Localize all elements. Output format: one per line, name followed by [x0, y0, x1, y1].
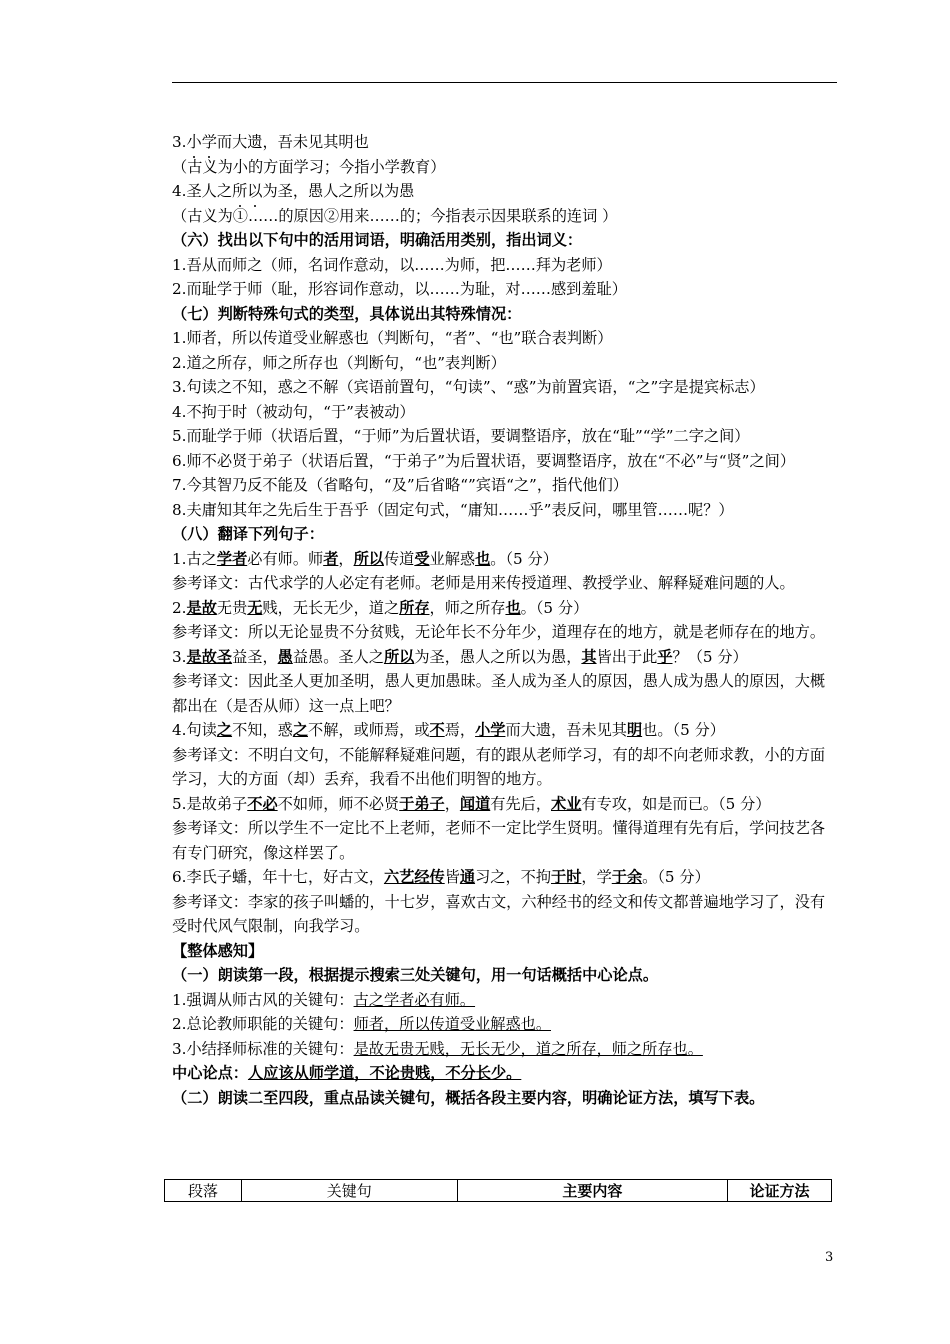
text-segment: 是故: [186, 598, 217, 617]
text-segment: 1.吾从而师之（师，名词作意动，以……为师，把……拜为老师）: [172, 255, 612, 274]
text-segment: 所存: [399, 598, 430, 617]
text-segment: 2.而耻学于师（耻，形容词作意动，以……为耻，对……感到羞耻）: [172, 280, 627, 298]
text-segment: 焉，: [444, 721, 476, 739]
text-segment: 所: [232, 179, 247, 204]
text-segment: 皆: [444, 868, 460, 886]
text-line: [172, 155, 837, 180]
text-line: [172, 228, 837, 253]
text-segment: 5.是故弟子: [172, 794, 248, 813]
text-segment: 所以: [353, 549, 384, 568]
header-argument-method: 论证方法: [728, 1180, 832, 1202]
text-segment: 1.古之: [172, 549, 217, 568]
text-line: [172, 179, 837, 204]
text-segment: ，学: [581, 868, 612, 886]
text-segment: 通: [459, 868, 476, 886]
text-segment: 益愚。圣人之: [292, 647, 384, 666]
text-line: [172, 1061, 837, 1086]
text-segment: （六）找出以下句中的活用词语，明确活用类别，指出词义：: [172, 231, 583, 249]
text-line: [172, 547, 837, 572]
text-segment: 愚: [277, 647, 293, 666]
text-line: [172, 743, 837, 792]
text-segment: 。（5 分）: [490, 549, 558, 568]
text-line: [172, 473, 837, 498]
text-line: [172, 351, 837, 376]
text-line: [172, 596, 837, 621]
text-line: [172, 400, 837, 425]
text-segment: 2.: [172, 598, 187, 617]
text-line: [172, 498, 837, 523]
text-segment: 者: [323, 549, 339, 568]
text-segment: 中心论点：: [172, 1064, 248, 1082]
text-segment: 学者: [216, 549, 248, 568]
summary-table: [164, 1179, 832, 1202]
text-segment: 学: [202, 130, 217, 155]
text-segment: 皆出于此: [596, 647, 658, 666]
header-key-sentence: 关键句: [241, 1180, 457, 1202]
text-segment: 小学: [475, 721, 506, 739]
text-line: [172, 424, 837, 449]
text-segment: 必有师。师: [247, 549, 324, 568]
text-line: [172, 890, 837, 939]
text-line: [172, 277, 837, 302]
text-segment: 参考译文：因此圣人更加圣明，愚人更加愚昧。圣人成为圣人的原因，愚人成为愚人的原因，大概都出在（是否从师）这一点上吧？: [172, 672, 826, 715]
text-segment: 益圣，: [232, 647, 278, 666]
text-segment: 其: [581, 647, 597, 666]
text-line: [172, 963, 837, 988]
text-line: [172, 1037, 837, 1062]
text-segment: 是故圣: [186, 647, 233, 666]
text-segment: （八）翻译下列句子：: [172, 525, 324, 543]
text-line: [172, 816, 837, 865]
header-rule: [172, 82, 837, 83]
text-segment: 参考译文：李家的孩子叫蟠的，十七岁，喜欢古文，六种经书的经文和传文都普遍地学习了，没有受时代风气限制，向我学习。: [172, 892, 826, 935]
text-segment: 8.夫庸知其年之先后生于吾乎（固定句式，“庸知……乎”表反问，哪里管……呢？）: [172, 500, 734, 519]
text-segment: ？（5 分）: [672, 647, 748, 666]
text-line: [172, 620, 837, 645]
text-line: [172, 375, 837, 400]
text-segment: 于弟子: [399, 794, 445, 813]
text-segment: 1.强调从师古风的关键句：: [172, 990, 354, 1009]
text-line: [172, 253, 837, 278]
text-segment: （一）朗读第一段，根据提示搜索三处关键句，用一句话概括中心论点。: [172, 966, 658, 984]
text-segment: 而大遗，吾未见其明也: [216, 133, 369, 151]
text-line: [172, 939, 837, 964]
text-segment: 不必: [247, 794, 278, 813]
text-segment: 。（5 分）: [642, 868, 710, 886]
text-line: [172, 1012, 837, 1037]
text-segment: 六艺经传: [383, 868, 445, 886]
text-segment: 闻道: [459, 794, 491, 813]
text-segment: 参考译文：不明白文句，不能解释疑难问题，有的跟从老师学习，有的却不向老师求教，小的方面学习，大的方面（却）丢弃，我看不出他们明智的地方。: [172, 745, 826, 788]
text-segment: （七）判断特殊句式的类型，具体说出其特殊情况：: [172, 304, 522, 323]
text-segment: 而大遗，吾未见其: [505, 721, 627, 739]
text-segment: 4.不拘于时（被动句，“于”表被动）: [172, 402, 415, 421]
text-segment: 贱，无长无少，道之: [262, 598, 400, 617]
text-line: [172, 645, 837, 670]
text-segment: 为圣，愚人之所以为愚，: [414, 647, 582, 666]
text-segment: 以: [247, 179, 262, 204]
text-segment: 之: [292, 721, 308, 739]
text-line: [172, 988, 837, 1013]
text-segment: 是故无贵无贱，无长无少，道之所存，师之所存也。: [353, 1039, 703, 1058]
text-segment: 6.李氏子蟠，年十七，好古文，: [172, 868, 384, 886]
text-segment: 【整体感知】: [172, 941, 264, 960]
text-line: [172, 204, 837, 229]
header-paragraph: 段落: [165, 1180, 242, 1202]
text-segment: （古义为①……的原因②用来……的；今指表示因果联系的连词 ）: [172, 206, 618, 225]
text-segment: 受: [414, 549, 430, 568]
text-segment: 参考译文：所以学生不一定比不上老师，老师不一定比学生贤明。懂得道理有先有后，学问技艺各有专门研究，像这样罢了。: [172, 819, 826, 862]
text-segment: 不解，或师焉，或: [308, 721, 430, 739]
table-header-row: [165, 1180, 832, 1202]
text-segment: ，师之所存: [429, 598, 506, 617]
text-segment: 3.小结择师标准的关键句：: [172, 1039, 354, 1058]
text-line: [172, 865, 837, 890]
page-number: 3: [825, 1250, 834, 1265]
text-segment: 无: [247, 598, 263, 617]
text-segment: 3.句读之不知，惑之不解（宾语前置句，“句读”、“惑”为前置宾语，“之”字是提宾标志）: [172, 378, 765, 396]
text-segment: 4.圣人之: [172, 182, 233, 200]
text-segment: 3.: [172, 133, 187, 151]
text-segment: 也。（5 分）: [642, 721, 725, 739]
text-segment: 业解惑: [429, 549, 476, 568]
text-segment: 古之学者必有师。: [353, 990, 476, 1009]
header-main-content: 主要内容: [457, 1180, 728, 1202]
text-line: [172, 449, 837, 474]
text-segment: 无贵: [216, 598, 248, 617]
text-segment: 不知，惑: [232, 721, 293, 739]
text-segment: 之: [216, 721, 233, 739]
text-segment: 1.师者，所以传道受业解惑也（判断句，“者”、“也”联合表判断）: [172, 329, 613, 347]
text-segment: 参考译文：所以无论显贵不分贫贱，无论年长不分年少，道理存在的地方，就是老师存在的地方。: [172, 623, 826, 641]
text-segment: 也: [475, 549, 491, 568]
text-line: [172, 326, 837, 351]
text-segment: 2.道之所存，师之所存也（判断句，“也”表判断）: [172, 353, 506, 372]
text-segment: （古义为小的方面学习；今指小学教育）: [172, 157, 446, 176]
text-segment: ，: [338, 549, 354, 568]
text-segment: 所以: [383, 647, 415, 666]
text-line: [172, 302, 837, 327]
text-line: [172, 1086, 837, 1111]
text-segment: 。（5 分）: [520, 598, 589, 617]
text-line: [172, 522, 837, 547]
text-segment: 为圣，愚人之所以为愚: [262, 182, 415, 200]
text-segment: 参考译文：古代求学的人必定有老师。老师是用来传授道理、教授学业、解释疑难问题的人。: [172, 574, 795, 592]
text-segment: 乎: [657, 647, 673, 666]
text-segment: （二）朗读二至四段，重点品读关键句，概括各段主要内容，明确论证方法，填写下表。: [172, 1088, 765, 1107]
text-line: [172, 792, 837, 817]
text-segment: 小: [187, 130, 202, 155]
text-line: [172, 669, 837, 718]
text-segment: 师者，所以传道受业解惑也。: [353, 1015, 551, 1033]
text-segment: 有专攻，如是而已。（5 分）: [581, 794, 771, 813]
text-segment: 6.师不必贤于弟子（状语后置，“于弟子”为后置状语，要调整语序，放在“不必”与“贤”之间）: [172, 451, 796, 470]
text-segment: 2.总论教师职能的关键句：: [172, 1015, 354, 1033]
text-segment: 人应该从师学道，不论贵贱，不分长少。: [247, 1064, 522, 1082]
text-segment: 5.而耻学于师（状语后置，“于师”为后置状语，要调整语序，放在“耻”“学”二字之间）: [172, 427, 750, 445]
text-line: [172, 130, 837, 155]
text-segment: 于时: [551, 868, 582, 886]
text-segment: 于余: [611, 868, 643, 886]
text-segment: 不如师，师不必贤: [277, 794, 400, 813]
text-line: [172, 718, 837, 743]
text-segment: 传道: [383, 549, 415, 568]
text-segment: 习之，不拘: [475, 868, 551, 886]
text-segment: 有先后，: [490, 794, 551, 813]
text-segment: 3.: [172, 647, 187, 666]
document-body: [172, 130, 837, 1110]
text-segment: 4.句读: [172, 721, 217, 739]
text-segment: ，: [444, 794, 460, 813]
text-segment: 明: [626, 721, 643, 739]
text-line: [172, 571, 837, 596]
text-segment: 也: [505, 598, 521, 617]
text-segment: 不: [429, 721, 445, 739]
text-segment: 术业: [551, 794, 582, 813]
text-segment: 7.今其智乃反不能及（省略句，“及”后省略“”宾语“之”，指代他们）: [172, 476, 628, 494]
